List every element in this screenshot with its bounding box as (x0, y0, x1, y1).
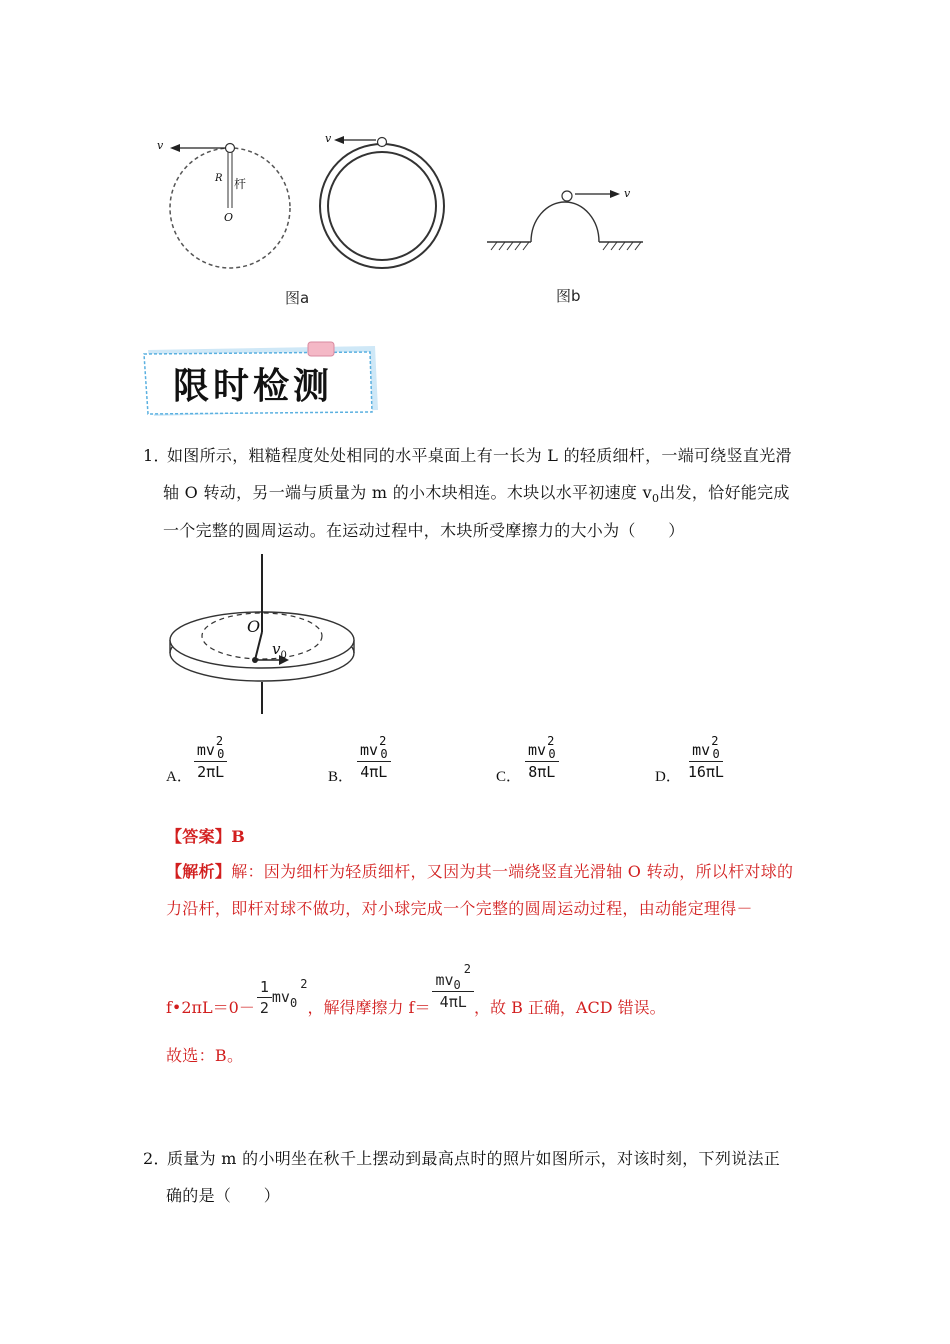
option-c-label: C． (496, 769, 522, 785)
fig-a-v-label: v (157, 139, 164, 152)
eq-part3: ，故 B 正确，ACD 错误。 (473, 997, 666, 1017)
q1-answer (166, 818, 245, 855)
option-a-label: A． (166, 769, 192, 785)
q1-figure-v: v (272, 640, 281, 658)
q1-analysis-line2: 力沿杆，即杆对球不做功，对小球完成一个完整的圆周运动过程，由动能定理得－ (166, 899, 753, 918)
q2-line2: 确的是（ ） (166, 1186, 281, 1205)
q2-number: 2． (143, 1149, 170, 1168)
q1-line2-pre: 轴 O 转动，另一端与质量为 m 的小木块相连。木块以水平初速度 v (163, 483, 652, 502)
q1-analysis-line1 (166, 853, 793, 890)
option-d-fraction: $\frac{mv^2_0}{16\pi L}$ (687, 734, 724, 781)
analysis-tag: 【解析】 (166, 862, 232, 881)
fig-b-v-label: v (624, 187, 631, 200)
fig-a-r-label: R (215, 173, 223, 184)
q1-choose: 故选：B。 (166, 1046, 244, 1065)
q1-disk-figure (165, 552, 365, 717)
eq-mv-term: $mv_0^2$ (271, 977, 308, 1010)
option-d-label: D． (655, 769, 681, 785)
q1-option-a[interactable] (166, 734, 227, 785)
answer-tag: 【答案】 (166, 827, 232, 846)
figure-a-caption: 图a (285, 289, 310, 307)
q1-option-b[interactable] (328, 734, 391, 785)
q2-line1: 质量为 m 的小明坐在秋千上摆动到最高点时的照片如图所示，对该时刻，下列说法正 (167, 1149, 781, 1168)
banner-title: 限时检测 (173, 366, 334, 407)
answer-value: B (231, 827, 246, 846)
q1-line3: 一个完整的圆周运动。在运动过程中，木块所受摩擦力的大小为（ ） (163, 521, 685, 540)
fig-a-rod-label: 杆 (234, 177, 247, 191)
figure-b-caption: 图b (556, 287, 581, 305)
option-a-fraction: $\frac{mv^2_0}{2\pi L}$ (194, 740, 228, 782)
figure-a-rod-circle (150, 130, 310, 280)
eq-f-fraction: $\frac{mv_0^2}{4\pi L}$ (432, 970, 474, 1012)
figure-a-tube-circle (310, 125, 460, 275)
eq-half-fraction: $\frac{1}{2}$ (257, 977, 272, 1018)
option-b-fraction: $\frac{mv^2_0}{4\pi L}$ (357, 740, 391, 782)
fig-a2-v-label: v (325, 132, 332, 145)
option-b-label: B． (328, 769, 354, 785)
q1-option-c[interactable] (496, 734, 559, 785)
q1-equation (166, 952, 666, 1042)
figure-b-arch (485, 180, 645, 255)
option-c-fraction: $\frac{mv^2_0}{8\pi L}$ (525, 740, 559, 782)
analysis-text1: 解：因为细杆为轻质细杆，又因为其一端绕竖直光滑轴 O 转动，所以杆对球的 (231, 862, 794, 881)
q1-figure-o-label: O (247, 617, 261, 636)
q1-line1: 如图所示，粗糙程度处处相同的水平桌面上有一长为 L 的轻质细杆，一端可绕竖直光滑 (167, 446, 792, 465)
eq-part1: f•2πL＝0－ (166, 997, 255, 1017)
q1-line2-sub: 0 (651, 492, 660, 506)
q1-figure-v-label (272, 640, 287, 661)
q1-option-d[interactable] (655, 734, 727, 785)
q1-figure-v-sub: 0 (280, 650, 287, 661)
q1-line2-post: 出发，恰好能完成 (659, 483, 790, 502)
q1-line2 (163, 474, 790, 517)
q1-number: 1． (143, 446, 170, 465)
eq-part2: ，解得摩擦力 f＝ (307, 997, 431, 1017)
fig-a-o-label: O (224, 211, 234, 224)
